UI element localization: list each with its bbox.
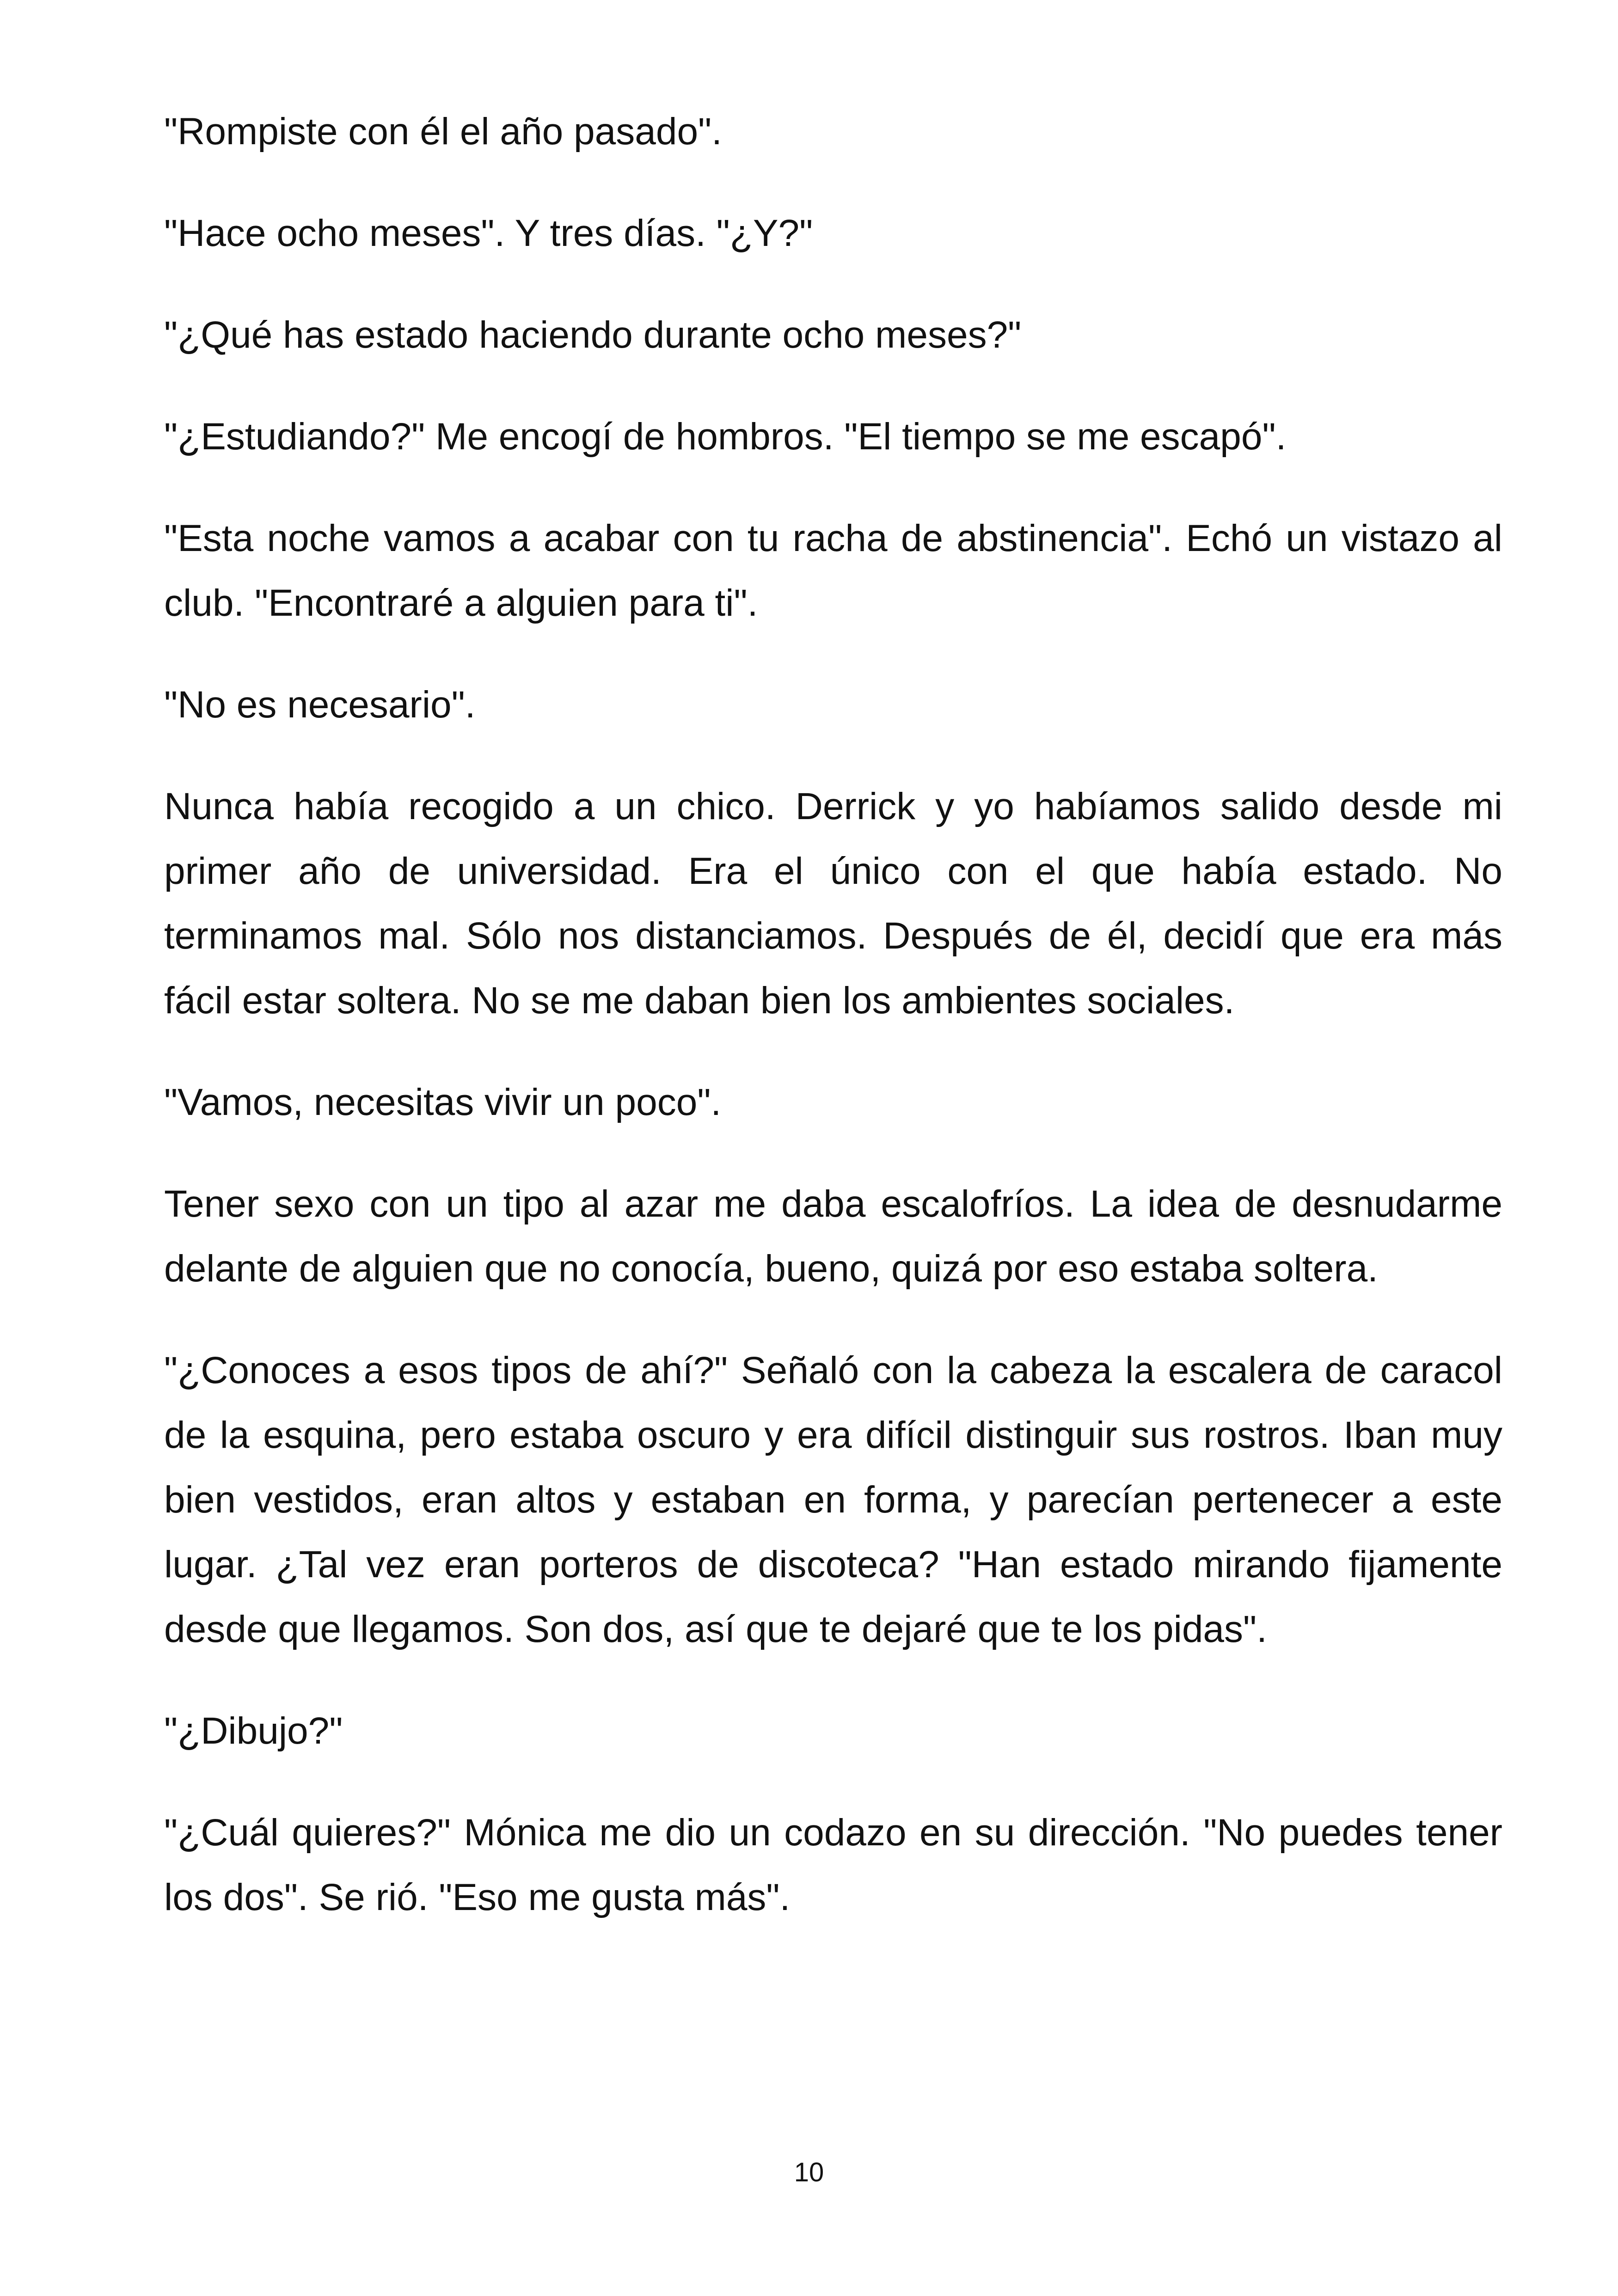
paragraph: "¿Qué has estado haciendo durante ocho meses?" [164,314,1022,356]
paragraph: Tener sexo con un tipo al azar me daba escalofríos. La idea de desnudarme delante de alguien que no conocía, bueno, quizá por eso estaba soltera. [164,1183,1502,1290]
paragraph: "Hace ocho meses". Y tres días. "¿Y?" [164,212,813,254]
paragraph: "¿Dibujo?" [164,1710,343,1752]
paragraph: Nunca había recogido a un chico. Derrick y yo habíamos salido desde mi primer año de universidad. Era el único con el que había estado. No terminamos mal. Sólo nos distanciamos. Después de él, decidí que era más fácil estar soltera. No se me daban bien los ambientes sociales. [164,785,1502,1022]
paragraph: "Rompiste con él el año pasado". [164,110,722,153]
body-text [164,99,1502,1967]
paragraph: "¿Cuál quieres?" Mónica me dio un codazo en su dirección. "No puedes tener los dos". Se rió. "Eso me gusta más". [164,1812,1502,1918]
paragraph: "Esta noche vamos a acabar con tu racha de abstinencia". Echó un vistazo al club. "Encontraré a alguien para ti". [164,517,1502,624]
paragraph: "No es necesario". [164,684,476,726]
page-number: 10 [794,2157,824,2187]
paragraph: "¿Conoces a esos tipos de ahí?" Señaló con la cabeza la escalera de caracol de la esquina, pero estaba oscuro y era difícil distinguir sus rostros. Iban muy bien vestidos, eran altos y estaban en forma, y parecían pertenecer a este lugar. ¿Tal vez eran porteros de discoteca? "Han estado mirando fijamente desde que llegamos. Son dos, así que te dejaré que te los pidas". [164,1349,1502,1650]
paragraph: "¿Estudiando?" Me encogí de hombros. "El tiempo se me escapó". [164,416,1287,458]
paragraph: "Vamos, necesitas vivir un poco". [164,1081,722,1123]
